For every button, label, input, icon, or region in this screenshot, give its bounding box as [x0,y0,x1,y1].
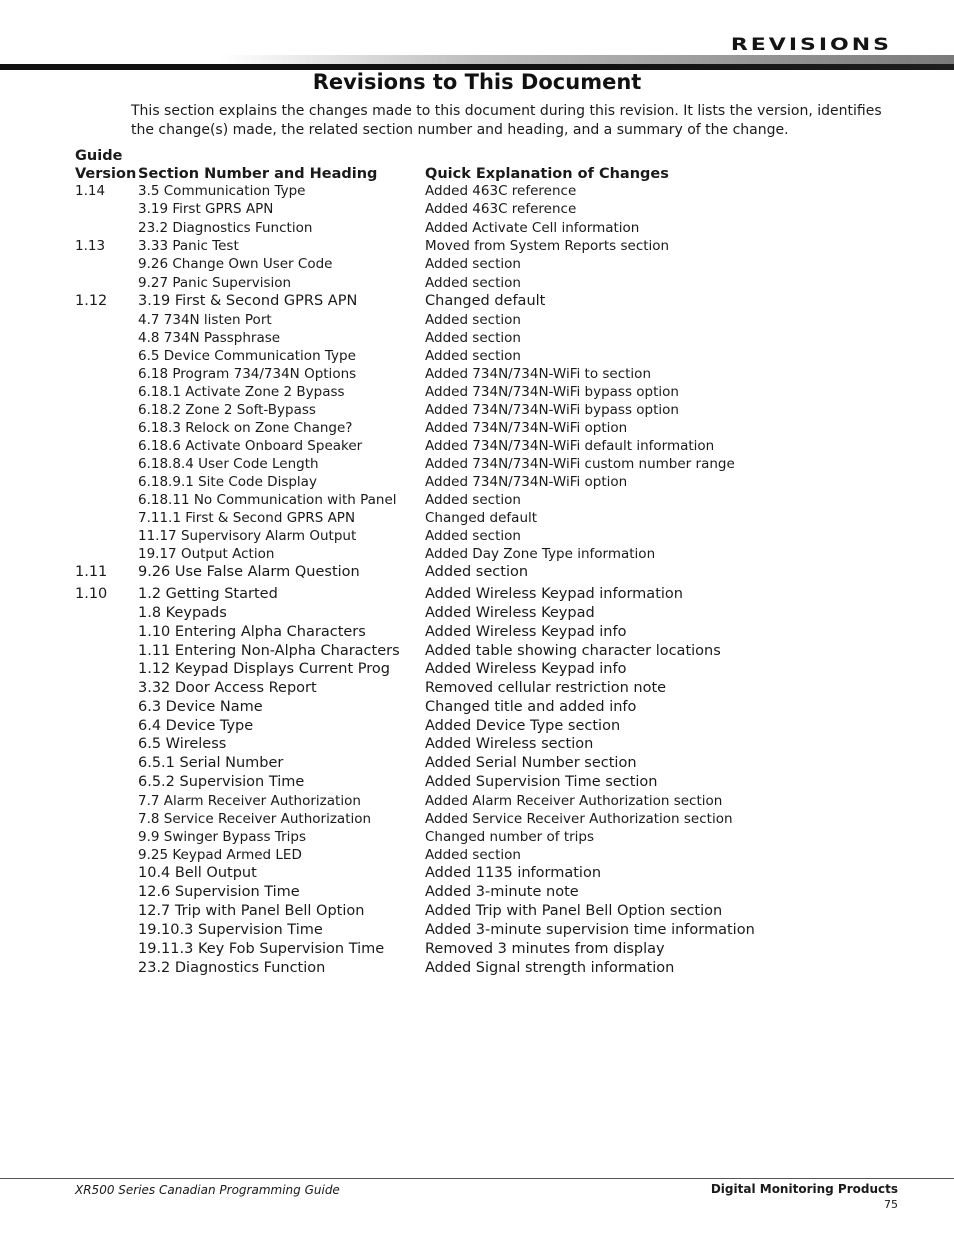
row-section-heading: 6.18.8.4 User Code Length [138,456,319,472]
footer-company: Digital Monitoring Products [710,1182,898,1196]
row-section-heading: 6.18 Program 734/734N Options [138,366,357,382]
row-change-summary: Added Trip with Panel Bell Option section [425,903,723,919]
row-section-heading: 6.5 Device Communication Type [138,348,356,364]
row-change-summary: Added Service Receiver Authorization section [425,811,733,827]
row-change-summary: Added 734N/734N-WiFi custom number range [425,456,735,472]
row-section-heading: 3.19 First & Second GPRS APN [138,293,358,309]
column-header-changes: Quick Explanation of Changes [425,166,669,182]
row-change-summary: Changed default [425,293,546,309]
row-change-summary: Added section [425,330,521,346]
row-change-summary: Added section [425,492,521,508]
page-number: 75 [884,1198,898,1211]
row-section-heading: 12.6 Supervision Time [138,884,300,900]
row-change-summary: Removed cellular restriction note [425,680,667,696]
row-section-heading: 6.18.9.1 Site Code Display [138,474,317,490]
row-change-summary: Added 734N/734N-WiFi to section [425,366,651,382]
row-section-heading: 12.7 Trip with Panel Bell Option [138,903,365,919]
row-section-heading: 3.33 Panic Test [138,238,239,254]
row-change-summary: Added Supervision Time section [425,774,658,790]
row-section-heading: 10.4 Bell Output [138,865,257,881]
row-change-summary: Added table showing character locations [425,643,721,659]
row-version: 1.13 [75,238,106,254]
header-bar [0,55,954,71]
row-version: 1.14 [75,183,106,199]
row-section-heading: 6.3 Device Name [138,699,263,715]
row-section-heading: 6.4 Device Type [138,718,254,734]
row-change-summary: Added 734N/734N-WiFi option [425,474,628,490]
row-section-heading: 23.2 Diagnostics Function [138,960,326,976]
row-section-heading: 1.2 Getting Started [138,586,278,602]
row-section-heading: 4.7 734N listen Port [138,312,272,328]
row-section-heading: 3.5 Communication Type [138,183,306,199]
row-change-summary: Added section [425,348,521,364]
row-change-summary: Added 3-minute supervision time information [425,922,755,938]
row-section-heading: 9.26 Change Own User Code [138,256,333,272]
row-section-heading: 9.27 Panic Supervision [138,275,292,291]
footer-guide-name: XR500 Series Canadian Programming Guide [75,1183,340,1197]
row-change-summary: Added Device Type section [425,718,621,734]
row-change-summary: Added Day Zone Type information [425,546,656,562]
row-section-heading: 6.18.2 Zone 2 Soft-Bypass [138,402,316,418]
row-change-summary: Added 734N/734N-WiFi bypass option [425,384,679,400]
row-section-heading: 11.17 Supervisory Alarm Output [138,528,357,544]
row-section-heading: 9.9 Swinger Bypass Trips [138,829,307,845]
row-change-summary: Removed 3 minutes from display [425,941,665,957]
row-change-summary: Added Signal strength information [425,960,675,976]
row-change-summary: Added Activate Cell information [425,220,640,236]
row-change-summary: Added section [425,312,521,328]
row-section-heading: 9.25 Keypad Armed LED [138,847,302,863]
intro-paragraph: This section explains the changes made to this document during this revision. It lists the version, identifies the change(s) made, the related section number and heading, and a summary of the change. [131,103,882,138]
row-change-summary: Added Alarm Receiver Authorization section [425,793,723,809]
row-section-heading: 6.18.11 No Communication with Panel [138,492,397,508]
row-change-summary: Added 463C reference [425,183,577,199]
row-section-heading: 6.5.2 Supervision Time [138,774,305,790]
row-change-summary: Added 1135 information [425,865,602,881]
row-change-summary: Added section [425,528,521,544]
row-change-summary: Changed number of trips [425,829,595,845]
row-change-summary: Added 3-minute note [425,884,579,900]
row-section-heading: 9.26 Use False Alarm Question [138,564,360,580]
column-header-section: Section Number and Heading [138,166,378,182]
row-change-summary: Moved from System Reports section [425,238,670,254]
page-title: Revisions to This Document [312,70,642,94]
footer-rule [0,1178,954,1179]
row-change-summary: Added Wireless Keypad info [425,624,627,640]
row-section-heading: 6.5 Wireless [138,736,227,752]
row-section-heading: 6.18.6 Activate Onboard Speaker [138,438,363,454]
row-section-heading: 6.18.1 Activate Zone 2 Bypass [138,384,345,400]
row-section-heading: 4.8 734N Passphrase [138,330,281,346]
row-section-heading: 7.8 Service Receiver Authorization [138,811,372,827]
section-tab-title: REVISIONS [727,37,896,54]
row-change-summary: Changed default [425,510,538,526]
row-version: 1.10 [75,586,108,602]
row-change-summary: Added Wireless Keypad information [425,586,683,602]
row-section-heading: 1.10 Entering Alpha Characters [138,624,366,640]
row-section-heading: 19.11.3 Key Fob Supervision Time [138,941,385,957]
row-section-heading: 3.19 First GPRS APN [138,201,274,217]
row-section-heading: 6.18.3 Relock on Zone Change? [138,420,353,436]
row-section-heading: 23.2 Diagnostics Function [138,220,313,236]
row-change-summary: Added section [425,275,521,291]
row-section-heading: 7.7 Alarm Receiver Authorization [138,793,361,809]
header-bar-gradient [220,55,954,64]
row-section-heading: 19.10.3 Supervision Time [138,922,323,938]
row-change-summary: Added Wireless Keypad info [425,661,627,677]
row-section-heading: 1.12 Keypad Displays Current Prog [138,661,390,677]
column-header-guide: Guide [75,148,123,164]
row-change-summary: Added 734N/734N-WiFi option [425,420,628,436]
row-section-heading: 1.11 Entering Non-Alpha Characters [138,643,400,659]
row-section-heading: 6.5.1 Serial Number [138,755,284,771]
row-change-summary: Added 734N/734N-WiFi default information [425,438,715,454]
row-change-summary: Added section [425,847,521,863]
row-section-heading: 1.8 Keypads [138,605,227,621]
row-section-heading: 7.11.1 First & Second GPRS APN [138,510,356,526]
row-version: 1.11 [75,564,108,580]
row-change-summary: Added 463C reference [425,201,577,217]
row-change-summary: Added Wireless section [425,736,594,752]
row-change-summary: Added section [425,564,529,580]
row-section-heading: 19.17 Output Action [138,546,275,562]
row-version: 1.12 [75,293,108,309]
row-change-summary: Added section [425,256,521,272]
row-section-heading: 3.32 Door Access Report [138,680,317,696]
row-change-summary: Added 734N/734N-WiFi bypass option [425,402,679,418]
row-change-summary: Changed title and added info [425,699,637,715]
column-header-version: Version [75,166,137,182]
row-change-summary: Added Wireless Keypad [425,605,595,621]
row-change-summary: Added Serial Number section [425,755,637,771]
